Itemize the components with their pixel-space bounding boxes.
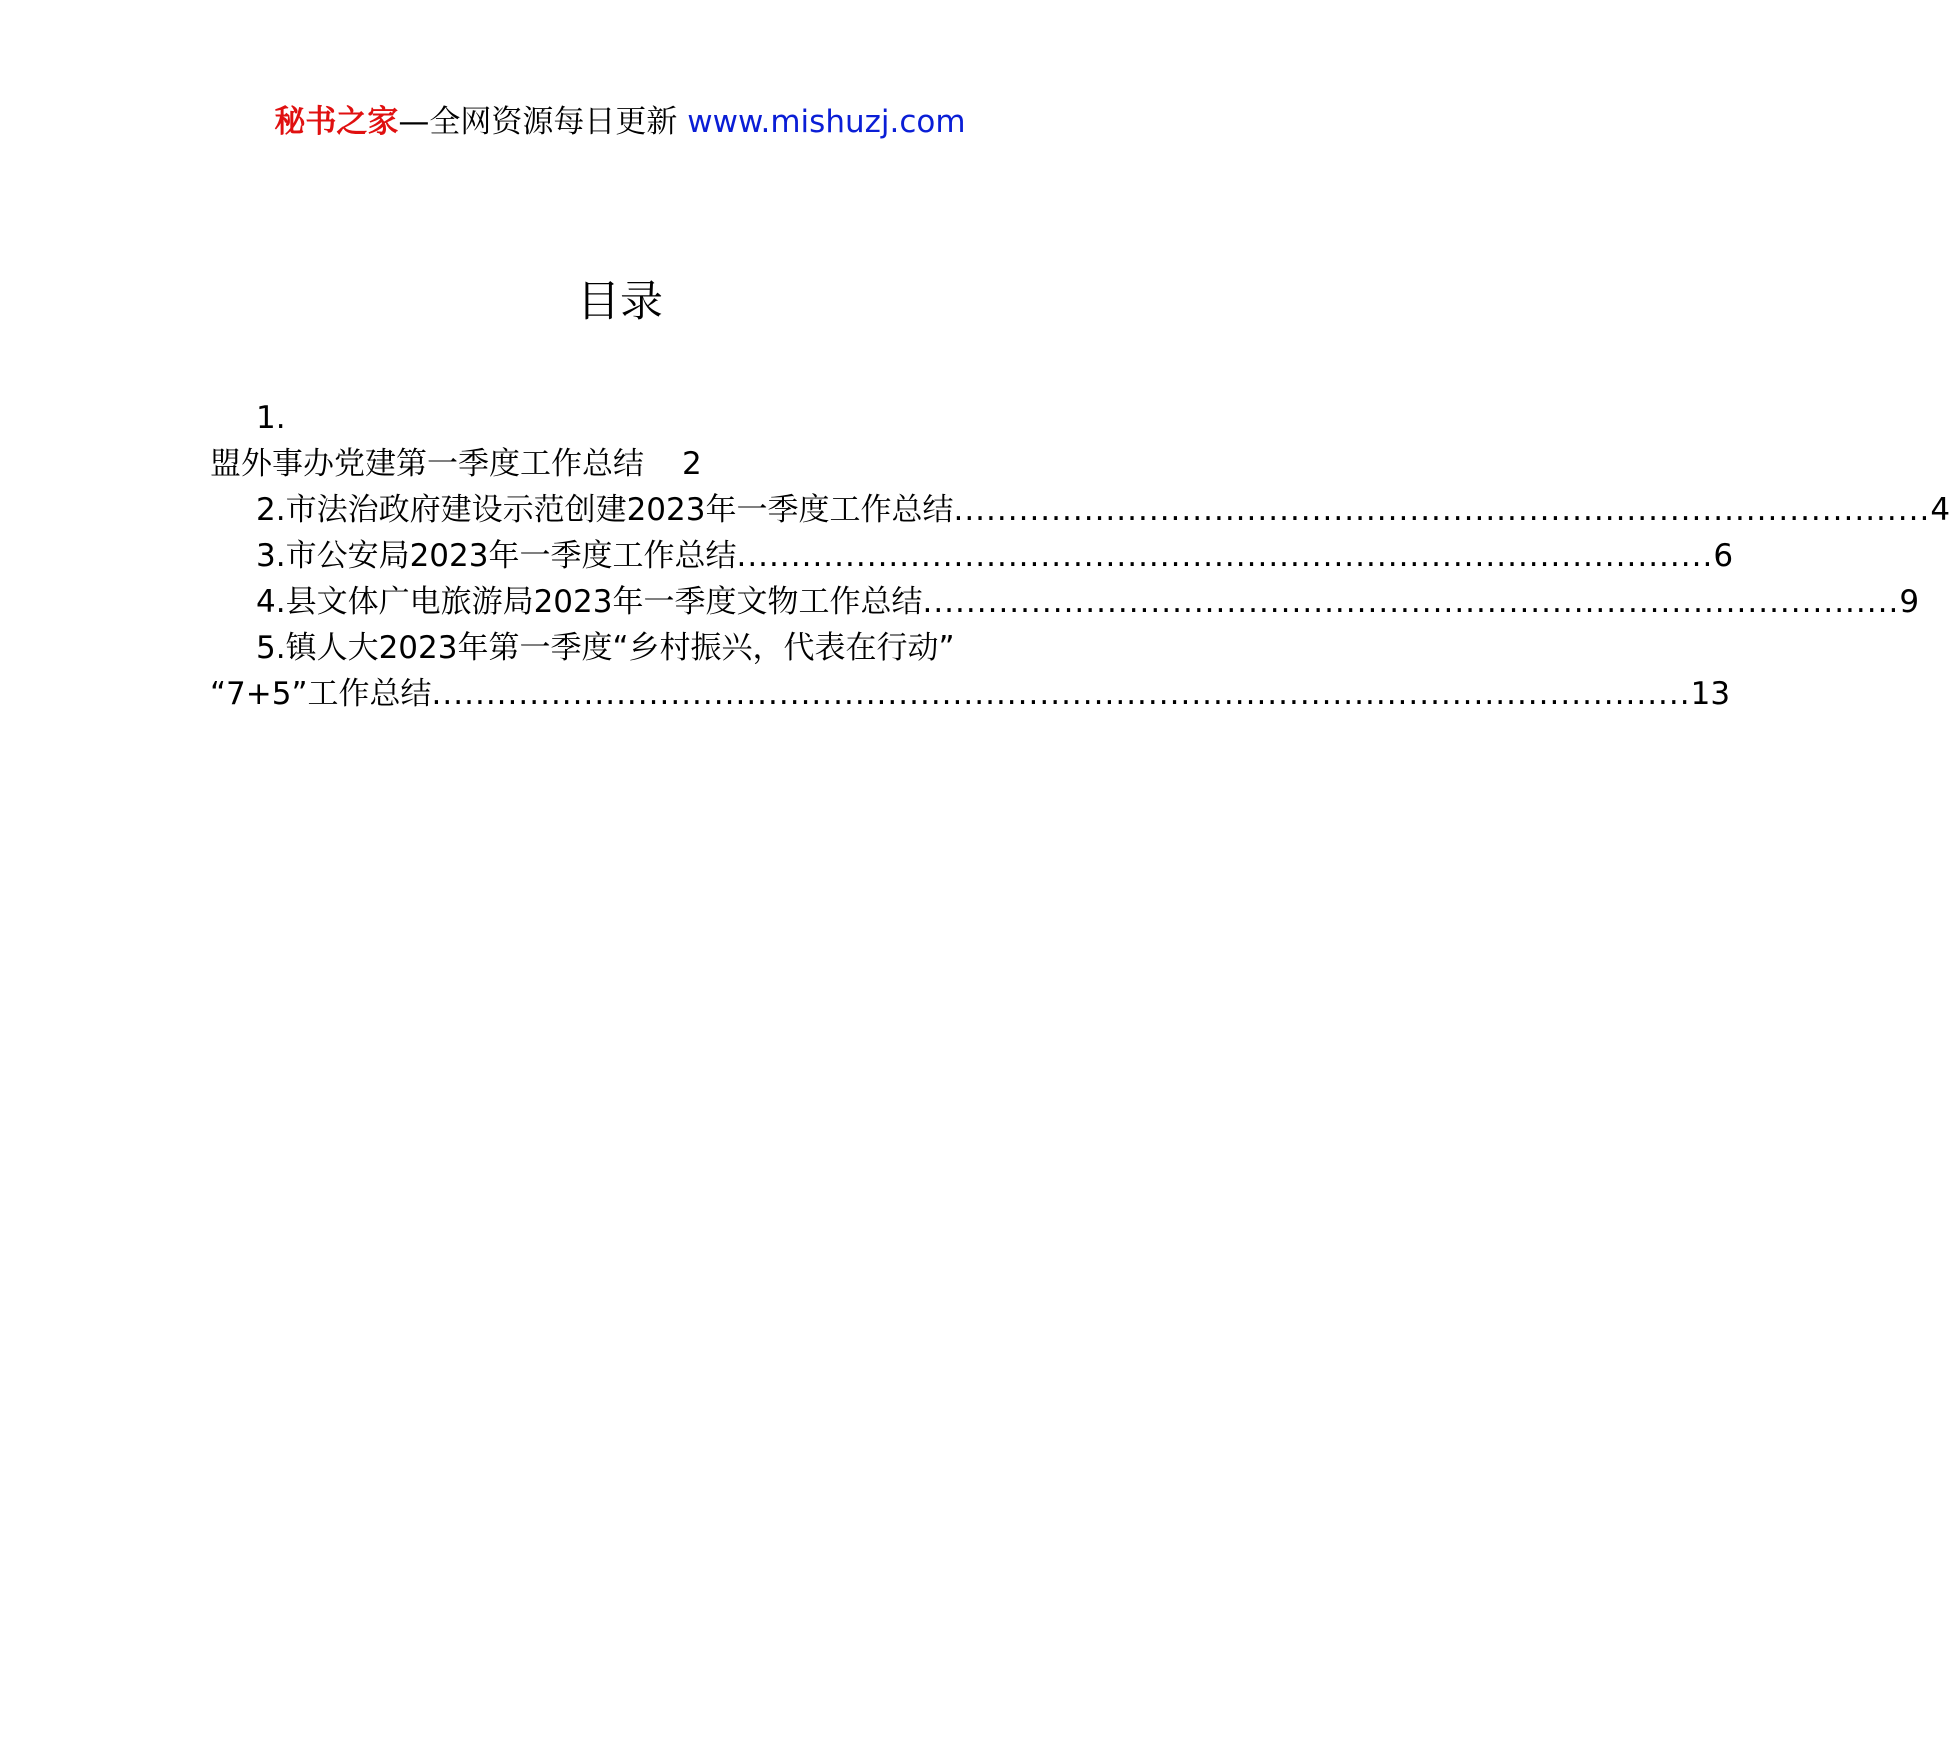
site-url-link[interactable]: www.mishuzj.com	[687, 104, 966, 140]
toc-page-number: 2	[682, 446, 702, 482]
toc-page-number: 6	[1713, 538, 1734, 574]
dot-leader: ..........................................................................................	[953, 492, 1931, 528]
toc-entry-text: 盟外事办党建第一季度工作总结	[210, 446, 644, 482]
toc-entry-text: 2.市法治政府建设示范创建2023年一季度工作总结	[256, 492, 954, 528]
toc-entry-text: “7+5”工作总结	[210, 676, 432, 712]
dot-leader: ..........................................................................................	[736, 538, 1714, 574]
table-of-contents	[210, 395, 1950, 717]
toc-entry-1-number-line[interactable]	[210, 395, 1056, 441]
page-title: 目录	[577, 277, 663, 327]
toc-entry-3[interactable]	[210, 533, 1734, 579]
toc-page-number: 9	[1899, 584, 1920, 620]
dot-leader: ....................................................................................................................	[431, 676, 1691, 712]
toc-page-number: 13	[1690, 676, 1731, 712]
toc-entry-text: 5.镇人大2023年第一季度“乡村振兴，代表在行动”	[256, 630, 955, 666]
dot-leader: ..........................................................................................	[922, 584, 1900, 620]
toc-entry-4[interactable]	[210, 579, 1920, 625]
banner-slogan: —全网资源每日更新	[398, 104, 678, 140]
toc-entry-5-line2[interactable]	[210, 671, 1731, 717]
toc-entry-number: 1.	[256, 400, 286, 436]
toc-entry-text: 3.市公安局2023年一季度工作总结	[256, 538, 737, 574]
toc-entry-1[interactable]	[210, 441, 1056, 487]
toc-entry-5-line1[interactable]	[210, 625, 1056, 671]
brand-name: 秘书之家	[274, 104, 399, 140]
site-banner	[0, 100, 1240, 144]
toc-entry-2[interactable]	[210, 487, 1950, 533]
toc-entry-text: 4.县文体广电旅游局2023年一季度文物工作总结	[256, 584, 923, 620]
toc-page-number: 4	[1930, 492, 1950, 528]
